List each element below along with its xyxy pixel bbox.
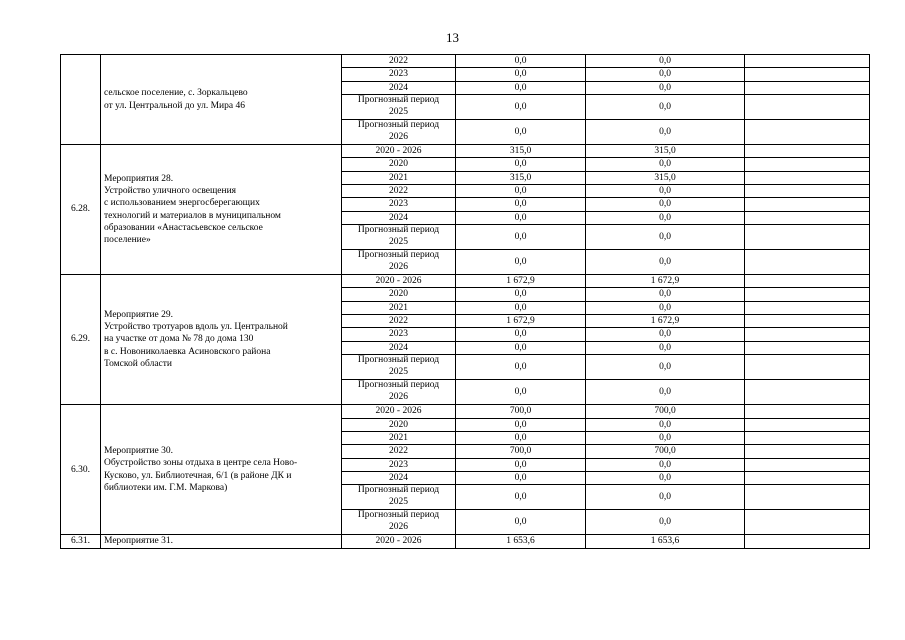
period-cell [342,250,456,275]
period-cell: 2020 - 2026 [342,405,456,418]
activity-number: 6.28. [61,145,101,275]
other-sources-cell [745,288,870,301]
period-line: Прогнозный период [357,95,440,106]
period-cell [342,510,456,535]
period-cell: 2020 [342,418,456,431]
total-funding-cell: 1 672,9 [456,315,586,328]
activity-name-line: Мероприятия 28. [104,173,174,184]
period-cell: 2022 [342,55,456,68]
period-line: 2025 [389,237,408,248]
period-cell: 2024 [342,471,456,484]
period-cell [342,380,456,405]
total-funding-cell: 0,0 [456,341,586,354]
local-budget-cell: 0,0 [586,288,745,301]
other-sources-cell [745,431,870,444]
total-funding-cell: 0,0 [456,328,586,341]
other-sources-cell [745,145,870,158]
activity-name [101,145,342,275]
other-sources-cell [745,458,870,471]
period-line: 2025 [389,107,408,118]
other-sources-cell [745,445,870,458]
table-row [61,145,870,158]
total-funding-cell: 0,0 [456,55,586,68]
activity-number: 6.29. [61,275,101,405]
local-budget-cell: 0,0 [586,250,745,275]
other-sources-cell [745,225,870,250]
total-funding-cell: 1 672,9 [456,275,586,288]
local-budget-cell: 0,0 [586,158,745,171]
other-sources-cell [745,341,870,354]
total-funding-cell: 0,0 [456,158,586,171]
page-number: 13 [446,30,459,45]
other-sources-cell [745,355,870,380]
local-budget-cell: 0,0 [586,418,745,431]
local-budget-cell: 0,0 [586,211,745,224]
total-funding-cell: 0,0 [456,211,586,224]
other-sources-cell [745,95,870,120]
total-funding-cell: 0,0 [456,95,586,120]
local-budget-cell: 0,0 [586,95,745,120]
other-sources-cell [745,198,870,211]
period-line: Прогнозный период [357,250,440,261]
total-funding-cell: 0,0 [456,250,586,275]
activity-name [101,55,342,145]
activity-name-line: Мероприятие 31. [104,536,174,547]
activity-name [101,405,342,535]
local-budget-cell: 700,0 [586,405,745,418]
local-budget-cell: 0,0 [586,225,745,250]
total-funding-cell: 0,0 [456,68,586,81]
other-sources-cell [745,315,870,328]
activity-number: 6.31. [61,535,101,548]
activity-name [101,275,342,405]
period-cell: 2021 [342,301,456,314]
activity-name-line: Мероприятие 30. [104,446,174,456]
period-line: Прогнозный период [357,355,440,366]
other-sources-cell [745,328,870,341]
total-funding-cell: 315,0 [456,145,586,158]
period-cell: 2020 [342,288,456,301]
activity-name-line: в с. Новониколаевка Асиновского района [104,346,271,357]
total-funding-cell: 700,0 [456,445,586,458]
other-sources-cell [745,405,870,418]
activity-name-line: Обустройство зоны отдыха в центре села Ново- [104,458,298,469]
table-row [61,405,870,418]
total-funding-cell: 0,0 [456,380,586,405]
activity-name [101,535,342,548]
period-cell [342,120,456,145]
local-budget-cell: 1 672,9 [586,315,745,328]
other-sources-cell [745,301,870,314]
other-sources-cell [745,185,870,198]
local-budget-cell: 0,0 [586,458,745,471]
period-cell [342,95,456,120]
local-budget-cell: 0,0 [586,355,745,380]
total-funding-cell: 0,0 [456,301,586,314]
period-line: Прогнозный период [357,485,440,496]
activity-name-line: Устройство уличного освещения [104,185,237,196]
table-row [61,55,870,68]
local-budget-cell: 315,0 [586,145,745,158]
period-cell [342,225,456,250]
period-cell: 2023 [342,68,456,81]
local-budget-cell: 0,0 [586,341,745,354]
local-budget-cell: 0,0 [586,120,745,145]
activity-name-line: технологий и материалов в муниципальном [104,210,281,221]
total-funding-cell: 1 653,6 [456,535,586,548]
period-cell: 2023 [342,198,456,211]
period-cell: 2021 [342,171,456,184]
local-budget-cell: 315,0 [586,171,745,184]
total-funding-cell: 0,0 [456,458,586,471]
other-sources-cell [745,68,870,81]
activity-number: 6.30. [61,405,101,535]
period-line: 2025 [389,367,408,378]
period-line: 2026 [389,262,408,273]
period-line: Прогнозный период [357,120,440,131]
activity-name-line: библиотеки им. Г.М. Маркова) [104,483,228,494]
period-cell [342,355,456,380]
total-funding-cell: 0,0 [456,510,586,535]
period-cell: 2020 - 2026 [342,275,456,288]
period-line: Прогнозный период [357,225,440,236]
period-line: 2026 [389,132,408,143]
local-budget-cell: 0,0 [586,485,745,510]
local-budget-cell: 0,0 [586,55,745,68]
period-cell: 2022 [342,445,456,458]
local-budget-cell: 0,0 [586,185,745,198]
other-sources-cell [745,171,870,184]
other-sources-cell [745,471,870,484]
activity-name-line: с использованием энергосберегающих [104,198,260,209]
period-line: 2025 [389,497,408,508]
period-cell: 2024 [342,211,456,224]
total-funding-cell: 0,0 [456,485,586,510]
total-funding-cell: 0,0 [456,185,586,198]
activity-name-line: на участке от дома № 78 до дома 130 [104,334,254,345]
program-activities-table [60,54,870,549]
activity-name-line: сельское поселение, с. Зоркальцево [104,88,248,99]
table-row [61,275,870,288]
other-sources-cell [745,55,870,68]
other-sources-cell [745,81,870,94]
activity-number [61,55,101,145]
local-budget-cell: 700,0 [586,445,745,458]
total-funding-cell: 0,0 [456,431,586,444]
period-line: Прогнозный период [357,510,440,521]
period-cell: 2023 [342,458,456,471]
period-cell: 2020 - 2026 [342,145,456,158]
total-funding-cell: 0,0 [456,355,586,380]
total-funding-cell: 0,0 [456,418,586,431]
other-sources-cell [745,380,870,405]
other-sources-cell [745,250,870,275]
other-sources-cell [745,211,870,224]
local-budget-cell: 0,0 [586,510,745,535]
total-funding-cell: 0,0 [456,288,586,301]
total-funding-cell: 700,0 [456,405,586,418]
period-cell: 2024 [342,81,456,94]
local-budget-cell: 0,0 [586,68,745,81]
total-funding-cell: 0,0 [456,471,586,484]
local-budget-cell: 1 672,9 [586,275,745,288]
period-line: 2026 [389,522,408,533]
local-budget-cell: 0,0 [586,328,745,341]
local-budget-cell: 1 653,6 [586,535,745,548]
other-sources-cell [745,418,870,431]
total-funding-cell: 0,0 [456,198,586,211]
local-budget-cell: 0,0 [586,301,745,314]
local-budget-cell: 0,0 [586,471,745,484]
period-line: 2026 [389,392,408,403]
local-budget-cell: 0,0 [586,431,745,444]
period-cell: 2023 [342,328,456,341]
period-line: Прогнозный период [357,380,440,391]
period-cell [342,485,456,510]
activity-name-line: Устройство тротуаров вдоль ул. Центральной [104,322,288,333]
table-row [61,535,870,548]
period-cell: 2020 [342,158,456,171]
period-cell: 2020 - 2026 [342,535,456,548]
other-sources-cell [745,120,870,145]
total-funding-cell: 0,0 [456,120,586,145]
total-funding-cell: 0,0 [456,81,586,94]
total-funding-cell: 0,0 [456,225,586,250]
activity-name-line: Томской области [104,359,172,370]
activity-name-line: от ул. Центральной до ул. Мира 46 [104,100,245,111]
other-sources-cell [745,535,870,548]
local-budget-cell: 0,0 [586,81,745,94]
other-sources-cell [745,485,870,510]
local-budget-cell: 0,0 [586,198,745,211]
activity-name-line: Кусково, ул. Библиотечная, 6/1 (в районе ДК и [104,470,292,481]
total-funding-cell: 315,0 [456,171,586,184]
period-cell: 2024 [342,341,456,354]
local-budget-cell: 0,0 [586,380,745,405]
activity-name-line: Мероприятие 29. [104,309,174,320]
activity-name-line: поселение» [104,235,151,246]
period-cell: 2021 [342,431,456,444]
other-sources-cell [745,510,870,535]
other-sources-cell [745,158,870,171]
other-sources-cell [745,275,870,288]
period-cell: 2022 [342,185,456,198]
period-cell: 2022 [342,315,456,328]
activity-name-line: образовании «Анастасьевское сельское [104,222,263,233]
